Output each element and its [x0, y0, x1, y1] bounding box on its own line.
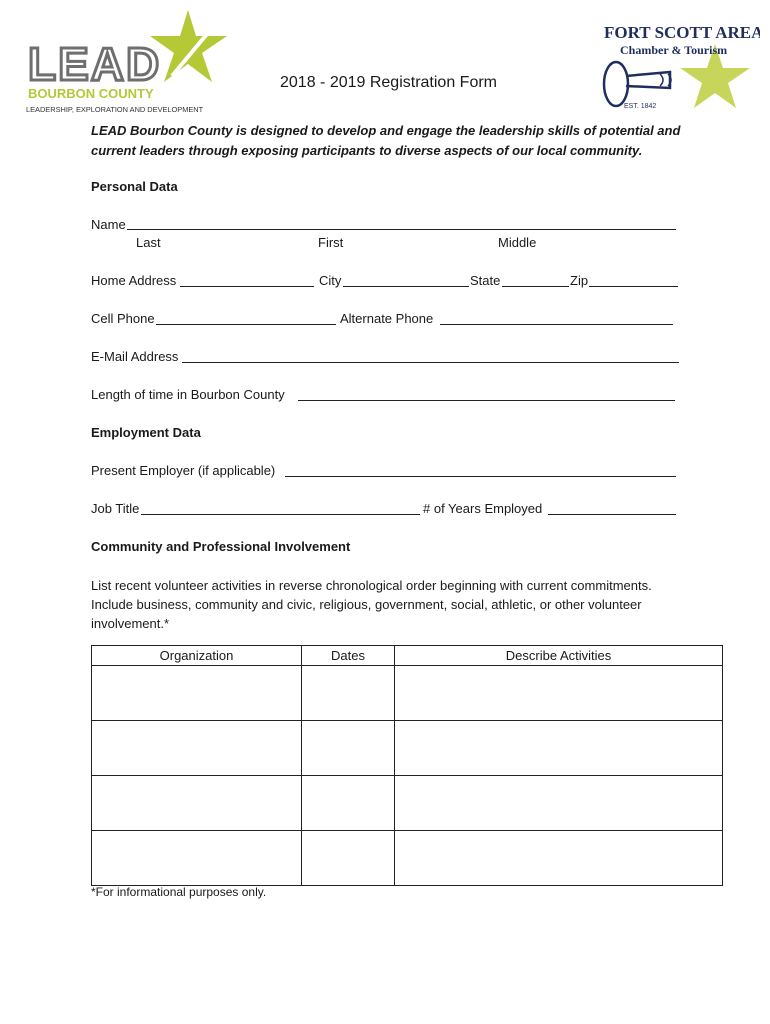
- dates-cell[interactable]: [302, 666, 395, 721]
- star-icon: [150, 10, 227, 82]
- org-cell[interactable]: [92, 776, 302, 831]
- cell-phone-label: Cell Phone: [91, 311, 155, 326]
- dates-cell[interactable]: [302, 776, 395, 831]
- length-label: Length of time in Bourbon County: [91, 387, 285, 402]
- activities-cell[interactable]: [395, 666, 723, 721]
- fs-sub: Chamber & Tourism: [620, 43, 728, 57]
- activities-header: Describe Activities: [395, 646, 723, 666]
- activities-cell[interactable]: [395, 721, 723, 776]
- lead-sub: BOURBON COUNTY: [28, 86, 154, 101]
- alt-phone-field[interactable]: [440, 324, 673, 325]
- fs-est: EST. 1842: [624, 103, 657, 110]
- community-text: List recent volunteer activities in reverse chronological order beginning with current commitments. Include business, community and civic, religious, government, social, athletic, or other volunteer involvement.*: [91, 578, 652, 631]
- zip-label: Zip: [570, 273, 589, 288]
- years-field[interactable]: [548, 514, 676, 515]
- job-title-field[interactable]: [141, 514, 420, 515]
- personal-data-heading: Personal Data: [91, 179, 178, 194]
- fs-title: FORT SCOTT AREA: [604, 23, 760, 42]
- form-title: 2018 - 2019 Registration Form: [280, 74, 497, 91]
- involvement-table: [91, 645, 723, 886]
- intro-text: LEAD Bourbon County is designed to develop and engage the leadership skills of potential and current leaders through exposing participants to diverse aspects of our local community.: [91, 123, 681, 158]
- state-label: State: [470, 273, 501, 288]
- lead-bourbon-county-logo: [22, 6, 242, 116]
- org-cell[interactable]: [92, 831, 302, 886]
- fort-scott-chamber-logo: [590, 14, 760, 114]
- name-middle-label: Middle: [498, 235, 537, 250]
- org-header: Organization: [92, 646, 302, 666]
- activities-cell[interactable]: [395, 776, 723, 831]
- alt-phone-label: Alternate Phone: [340, 311, 434, 326]
- lead-tagline: LEADERSHIP, EXPLORATION AND DEVELOPMENT: [26, 105, 204, 114]
- employer-field[interactable]: [285, 476, 676, 477]
- employer-label: Present Employer (if applicable): [91, 463, 276, 478]
- name-last-label: Last: [136, 235, 161, 250]
- email-label: E-Mail Address: [91, 349, 179, 364]
- table-row: [92, 831, 723, 886]
- home-address-field[interactable]: [180, 286, 314, 287]
- org-cell[interactable]: [92, 721, 302, 776]
- table-row: [92, 776, 723, 831]
- community-heading: Community and Professional Involvement: [91, 539, 351, 554]
- lead-wordmark: LEAD: [28, 38, 162, 90]
- table-row: [92, 721, 723, 776]
- years-label: # of Years Employed: [423, 501, 543, 516]
- name-field[interactable]: [127, 229, 676, 230]
- city-label: City: [319, 273, 342, 288]
- employment-heading: Employment Data: [91, 425, 201, 440]
- dates-cell[interactable]: [302, 721, 395, 776]
- name-first-label: First: [318, 235, 344, 250]
- home-address-label: Home Address: [91, 273, 177, 288]
- dates-cell[interactable]: [302, 831, 395, 886]
- name-label: Name: [91, 217, 126, 232]
- dates-header: Dates: [302, 646, 395, 666]
- email-field[interactable]: [182, 362, 679, 363]
- org-cell[interactable]: [92, 666, 302, 721]
- activities-cell[interactable]: [395, 831, 723, 886]
- job-title-label: Job Title: [91, 501, 140, 516]
- footnote: *For informational purposes only.: [91, 885, 267, 899]
- table-row: [92, 666, 723, 721]
- cell-phone-field[interactable]: [156, 324, 336, 325]
- length-field[interactable]: [298, 400, 675, 401]
- state-field[interactable]: [502, 286, 569, 287]
- zip-field[interactable]: [589, 286, 678, 287]
- city-field[interactable]: [343, 286, 469, 287]
